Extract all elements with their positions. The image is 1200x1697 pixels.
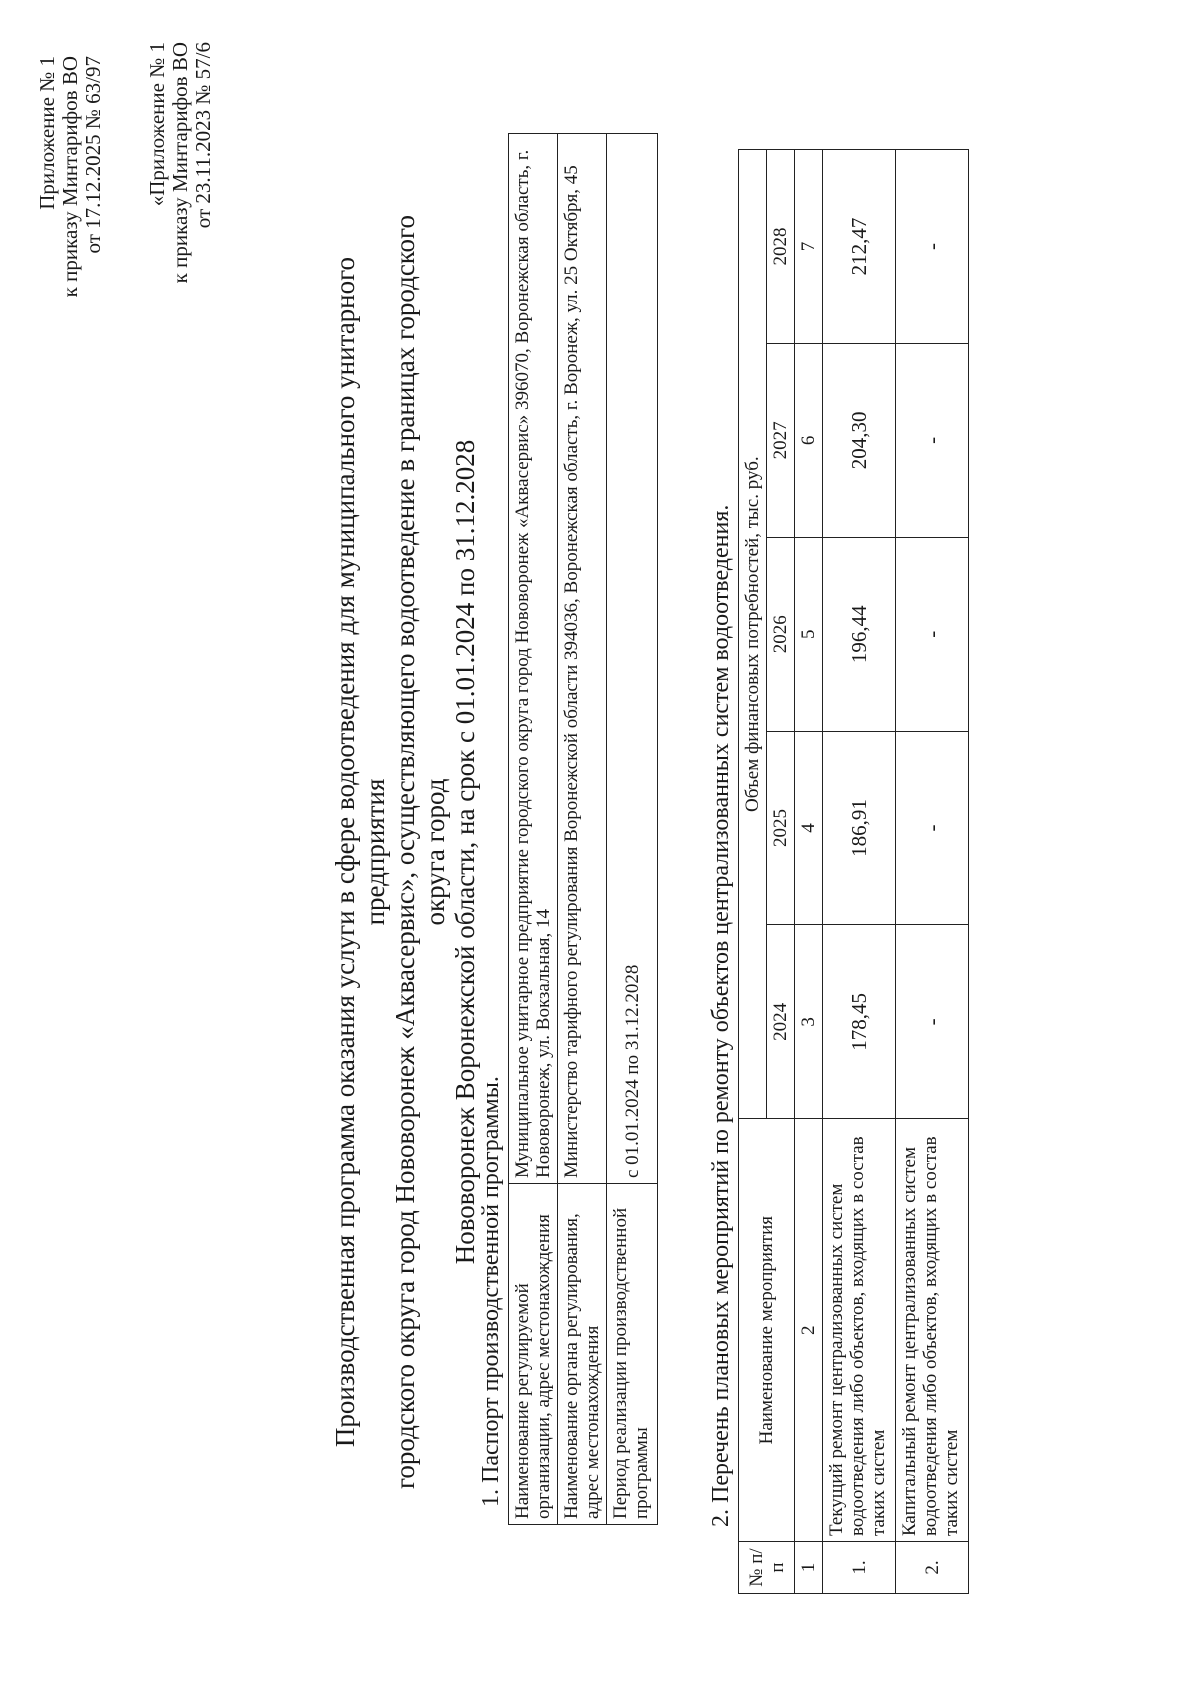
appendix-current-line3: от 17.12.2025 № 63/97 [81, 56, 105, 254]
table-row [509, 134, 558, 1525]
column-header-year: 2025 [767, 731, 795, 925]
column-index: 1 [795, 1542, 823, 1594]
row-name: Текущий ремонт централизованных систем водоотведения либо объектов, входящих в состав таких систем [823, 1119, 896, 1542]
section1-heading: 1. Паспорт производственной программы. [478, 1076, 504, 1507]
row-number: 1. [823, 1542, 896, 1594]
column-index: 6 [795, 343, 823, 537]
row-value: 204,30 [823, 343, 896, 537]
passport-value: Министерство тарифного регулирования Воронежской области 394036, Воронежская область, г. Воронеж, ул. 25 Октября, 45 [558, 134, 607, 1184]
table-row [558, 134, 607, 1525]
column-index: 2 [795, 1119, 823, 1542]
row-name: Капитальный ремонт централизованных систем водоотведения либо объектов, входящих в состав таких систем [896, 1119, 969, 1542]
row-value: 212,47 [823, 150, 896, 344]
column-header-year: 2027 [767, 343, 795, 537]
appendix-previous [146, 42, 215, 462]
title-line3: Нововоронеж Воронежской области, на срок с 01.01.2024 по 31.12.2028 [450, 439, 480, 1265]
appendix-current [36, 56, 105, 476]
row-value: - [896, 343, 969, 537]
column-header-group: Объем финансовых потребностей, тыс. руб. [739, 150, 767, 1119]
column-index: 7 [795, 150, 823, 344]
appendix-current-line1: Приложение № 1 [35, 56, 59, 210]
row-value: 178,45 [823, 925, 896, 1119]
passport-value: Муниципальное унитарное предприятие городского округа город Нововоронеж «Аквасервис» 396070, Воронежская область, г. Нововоронеж, ул. Вокзальная, 14 [509, 134, 558, 1184]
title-line1: Производственная программа оказания услуги в сфере водоотведения для муниципального унитарного предприятия [330, 256, 390, 1448]
row-value: 196,44 [823, 537, 896, 731]
column-index: 4 [795, 731, 823, 925]
passport-label: Период реализации производственной программы [607, 1184, 658, 1525]
row-value: - [896, 537, 969, 731]
row-value: - [896, 731, 969, 925]
column-header-name: Наименование мероприятия [739, 1119, 795, 1542]
section2-heading: 2. Перечень плановых мероприятий по ремонту объектов централизованных систем водоотведения. [708, 504, 734, 1527]
appendix-previous-line1: «Приложение № 1 [145, 42, 169, 207]
table-header-row [739, 150, 767, 1594]
plan-table [738, 149, 969, 1594]
table-row [896, 150, 969, 1594]
column-index: 3 [795, 925, 823, 1119]
passport-value: с 01.01.2024 по 31.12.2028 [607, 134, 658, 1184]
column-header-year: 2028 [767, 150, 795, 344]
passport-label: Наименование органа регулирования, адрес местонахождения [558, 1184, 607, 1525]
appendix-previous-line3: от 23.11.2023 № 57/6 [191, 42, 215, 229]
appendix-previous-line2: к приказу Минтарифов ВО [168, 42, 192, 284]
table-row [607, 134, 658, 1525]
column-header-no: № п/п [739, 1542, 795, 1594]
row-value: 186,91 [823, 731, 896, 925]
row-value: - [896, 925, 969, 1119]
passport-label: Наименование регулируемой организации, адрес местонахождения [509, 1184, 558, 1525]
column-index: 5 [795, 537, 823, 731]
table-row [823, 150, 896, 1594]
document-title [330, 187, 480, 1517]
title-line2: городского округа город Нововоронеж «Аквасервис», осуществляющего водоотведение в границах городского округа город [390, 215, 450, 1489]
column-header-year: 2024 [767, 925, 795, 1119]
column-header-year: 2026 [767, 537, 795, 731]
row-number: 2. [896, 1542, 969, 1594]
appendix-current-line2: к приказу Минтарифов ВО [58, 56, 82, 298]
row-value: - [896, 150, 969, 344]
passport-table [508, 133, 658, 1525]
column-index-row [795, 150, 823, 1594]
